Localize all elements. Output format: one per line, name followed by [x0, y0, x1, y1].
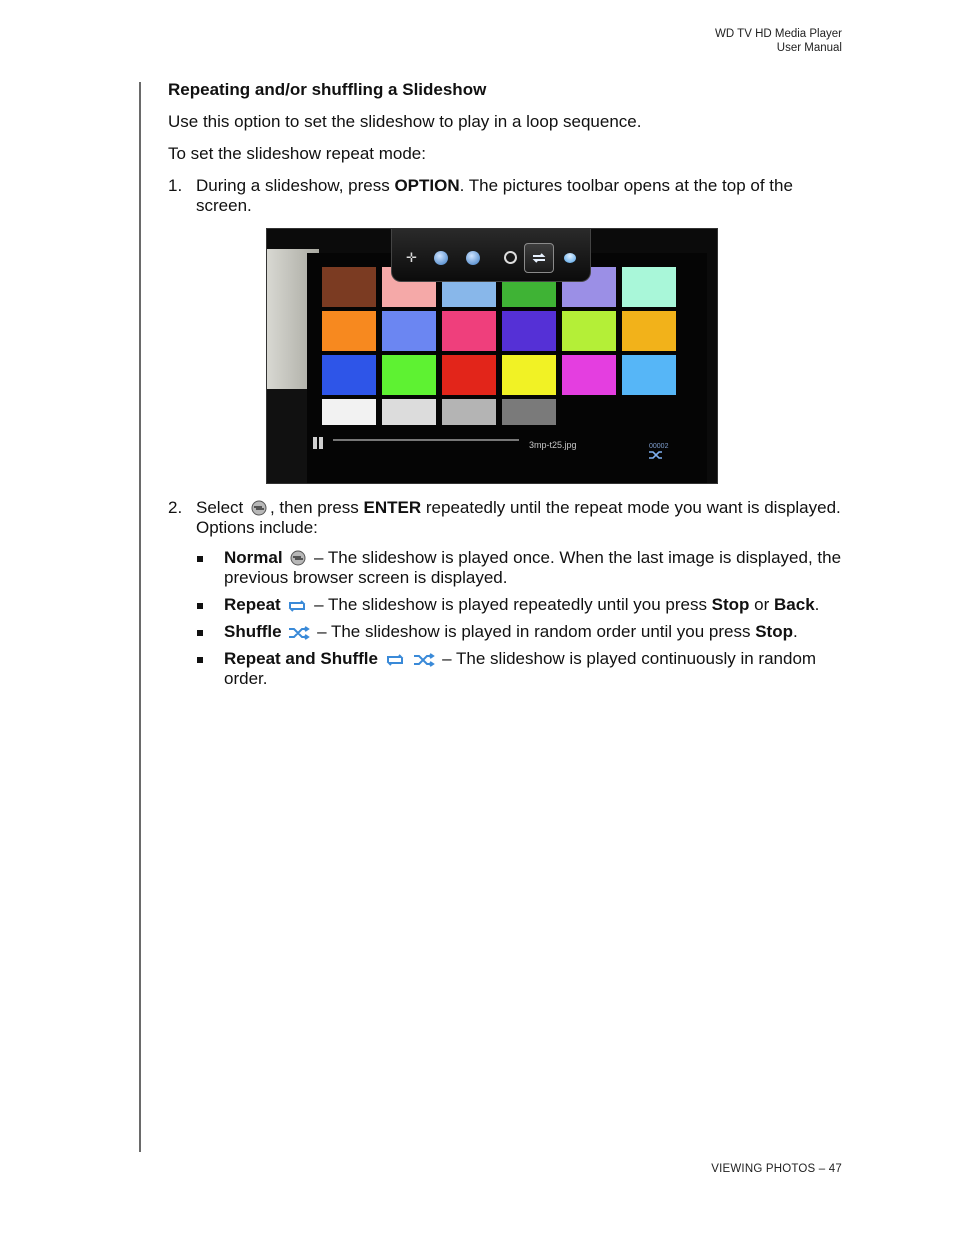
section-title: Repeating and/or shuffling a Slideshow: [168, 80, 487, 99]
enter-key: ENTER: [363, 498, 422, 517]
intro-paragraph: Use this option to set the slideshow to play in a loop sequence.: [168, 112, 642, 131]
pictures-toolbar: [391, 229, 591, 282]
step-number: 1.: [168, 176, 183, 195]
color-tile: [322, 311, 376, 351]
color-tile: [562, 311, 616, 351]
main-content: [168, 80, 844, 701]
color-tile: [442, 311, 496, 351]
move-icon: ✛: [406, 250, 417, 265]
shuffle-icon: [413, 653, 435, 667]
color-tile: [442, 355, 496, 395]
step-1: [168, 176, 844, 216]
step-text-end: repeatedly until the repeat mode you want is displayed. Options include:: [196, 498, 841, 537]
rotate-right-icon: [466, 251, 480, 265]
option-desc: – The slideshow is played continuously in random order.: [224, 649, 817, 688]
color-tile: [322, 399, 376, 425]
step-text: Select: [196, 498, 248, 517]
repeat-icon: [287, 599, 307, 613]
option-end: .: [793, 622, 798, 641]
step-text-mid: , then press: [269, 498, 364, 517]
slideshow-screenshot: [266, 228, 718, 484]
option-or: or: [749, 595, 775, 614]
screenshot-counter: 00002: [649, 443, 669, 450]
option-desc: – The slideshow is played once. When the last image is displayed, the previous browser screen is displayed.: [224, 548, 842, 587]
header-manual: User Manual: [776, 41, 842, 54]
back-key: Back: [774, 595, 815, 614]
lead-paragraph: To set the slideshow repeat mode:: [168, 144, 426, 163]
color-tile: [502, 311, 556, 351]
repeat-icon: [385, 653, 405, 667]
repeat-icon-selected: [524, 243, 554, 273]
list-item: [196, 595, 844, 615]
header-product: WD TV HD Media Player: [715, 28, 842, 40]
normal-mode-icon: [250, 500, 268, 516]
margin-rule: [139, 82, 141, 1152]
step-number: 2.: [168, 498, 183, 517]
list-item: [196, 548, 844, 588]
option-name: Normal: [224, 548, 283, 567]
color-tile: [622, 355, 676, 395]
rotate-left-icon: [434, 251, 448, 265]
color-tile: [622, 267, 676, 307]
color-tile: [382, 355, 436, 395]
list-item: [196, 649, 844, 689]
screenshot-filename: 3mp-t25.jpg: [529, 440, 577, 450]
color-tile: [442, 399, 496, 425]
color-tile: [382, 399, 436, 425]
color-tile: [322, 355, 376, 395]
list-item: [196, 622, 844, 642]
progress-bar: [333, 439, 519, 441]
option-key: OPTION: [394, 176, 460, 195]
color-tile: [562, 355, 616, 395]
option-end: .: [814, 595, 820, 614]
stop-key: Stop: [755, 622, 793, 641]
page-footer: VIEWING PHOTOS – 47: [711, 1163, 842, 1175]
color-tile: [322, 267, 376, 307]
option-name: Repeat and Shuffle: [224, 649, 378, 668]
option-desc: – The slideshow is played repeatedly until you press: [309, 595, 712, 614]
zoom-icon: [504, 251, 517, 264]
color-tile: [382, 311, 436, 351]
page-header: [715, 28, 842, 55]
normal-mode-icon: [289, 550, 307, 566]
step-2: [168, 498, 844, 689]
mode-options-list: [196, 548, 844, 689]
pause-icon: [313, 434, 325, 446]
info-icon: [564, 253, 576, 263]
color-tile: [622, 311, 676, 351]
step-text-end: . The pictures toolbar opens at the top of the screen.: [196, 176, 793, 215]
option-desc: – The slideshow is played in random order until you press: [312, 622, 756, 641]
shuffle-icon: [288, 626, 310, 640]
color-tile: [502, 399, 556, 425]
color-tile: [502, 355, 556, 395]
step-text: During a slideshow, press: [196, 176, 395, 195]
shuffle-indicator-icon: [648, 449, 664, 461]
stop-key: Stop: [711, 595, 750, 614]
option-name: Shuffle: [224, 622, 282, 641]
option-name: Repeat: [224, 595, 281, 614]
